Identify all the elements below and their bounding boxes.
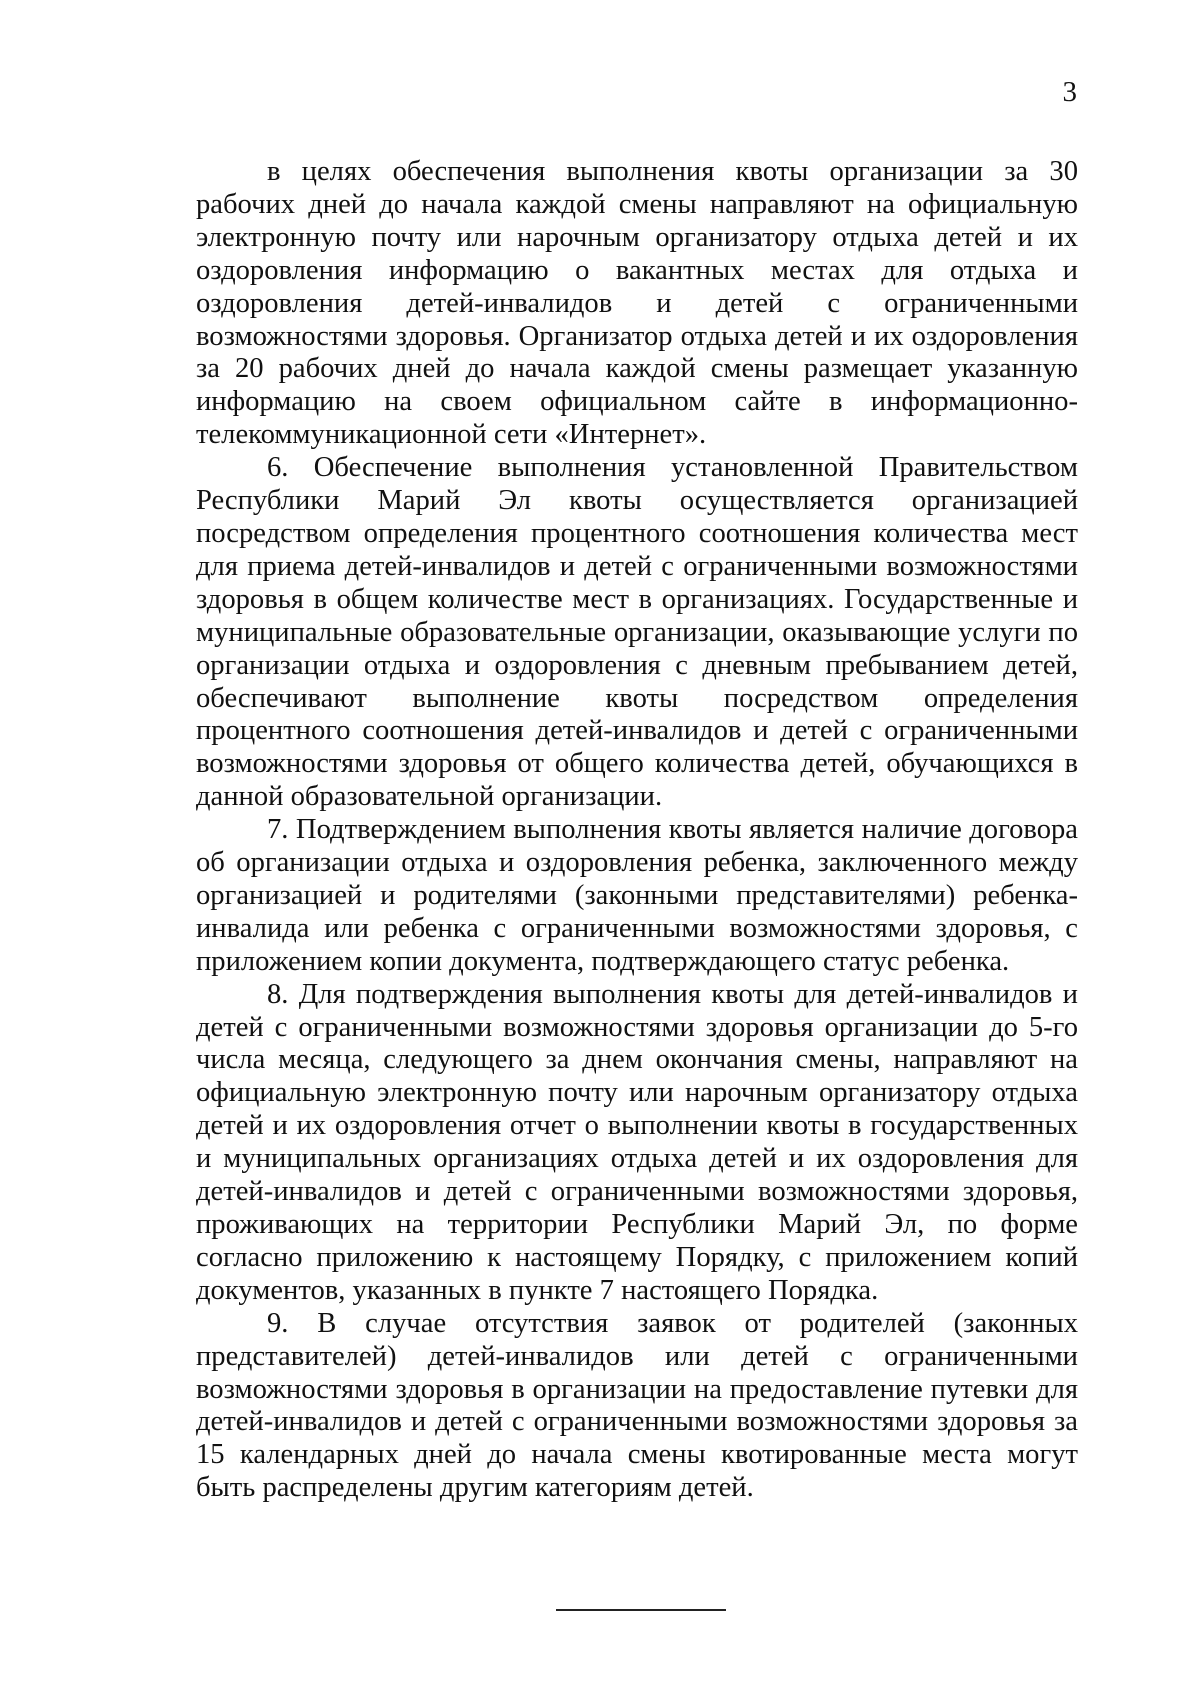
paragraph-item-6: 6. Обеспечение выполнения установленной Правительством Республики Марий Эл квоты осуществляется организацией посредством определения процентного соотношения количества мест для приема детей-инвалидов и детей с ограниченными возможностями здоровья в общем количестве мест в организациях. Государственные и муниципальные образовательные организации, оказывающие услуги по организации отдыха и оздоровления с дневным пребыванием детей, обеспечивают выполнение квоты посредством определения процентного соотношения детей-инвалидов и детей с ограниченными возможностями здоровья от общего количества детей, обучающихся в данной образовательной организации. bbox=[196, 452, 1078, 813]
end-divider-line bbox=[556, 1609, 726, 1611]
paragraph-item-7: 7. Подтверждением выполнения квоты является наличие договора об организации отдыха и оздоровления ребенка, заключенного между организацией и родителями (законными представителями) ребенка-инвалида или ребенка с ограниченными возможностями здоровья, с приложением копии документа, подтверждающего статус ребенка. bbox=[196, 814, 1078, 977]
page-number: 3 bbox=[1062, 76, 1077, 108]
paragraph-item-9: 9. В случае отсутствия заявок от родителей (законных представителей) детей-инвалидов или детей с ограниченными возможностями здоровья в организации на предоставление путевки для детей-инвалидов и детей с ограниченными возможностями здоровья за 15 календарных дней до начала смены квотированные места могут быть распределены другим категориям детей. bbox=[196, 1307, 1078, 1504]
paragraph-continuation: в целях обеспечения выполнения квоты организации за 30 рабочих дней до начала каждой смены направляют на официальную электронную почту или нарочным организатору отдыха детей и их оздоровления информацию о вакантных местах для отдыха и оздоровления детей-инвалидов и детей с ограниченными возможностями здоровья. Организатор отдыха детей и их оздоровления за 20 рабочих дней до начала каждой смены размещает указанную информацию на своем официальном сайте в информационно-телекоммуникационной сети «Интернет». bbox=[196, 156, 1078, 451]
document-body bbox=[196, 156, 1078, 1505]
paragraph-item-8: 8. Для подтверждения выполнения квоты для детей-инвалидов и детей с ограниченными возможностями здоровья организации до 5-го числа месяца, следующего за днем окончания смены, направляют на официальную электронную почту или нарочным организатору отдыха детей и их оздоровления отчет о выполнении квоты в государственных и муниципальных организациях отдыха детей и их оздоровления для детей-инвалидов и детей с ограниченными возможностями здоровья, проживающих на территории Республики Марий Эл, по форме согласно приложению к настоящему Порядку, с приложением копий документов, указанных в пункте 7 настоящего Порядка. bbox=[196, 978, 1078, 1306]
